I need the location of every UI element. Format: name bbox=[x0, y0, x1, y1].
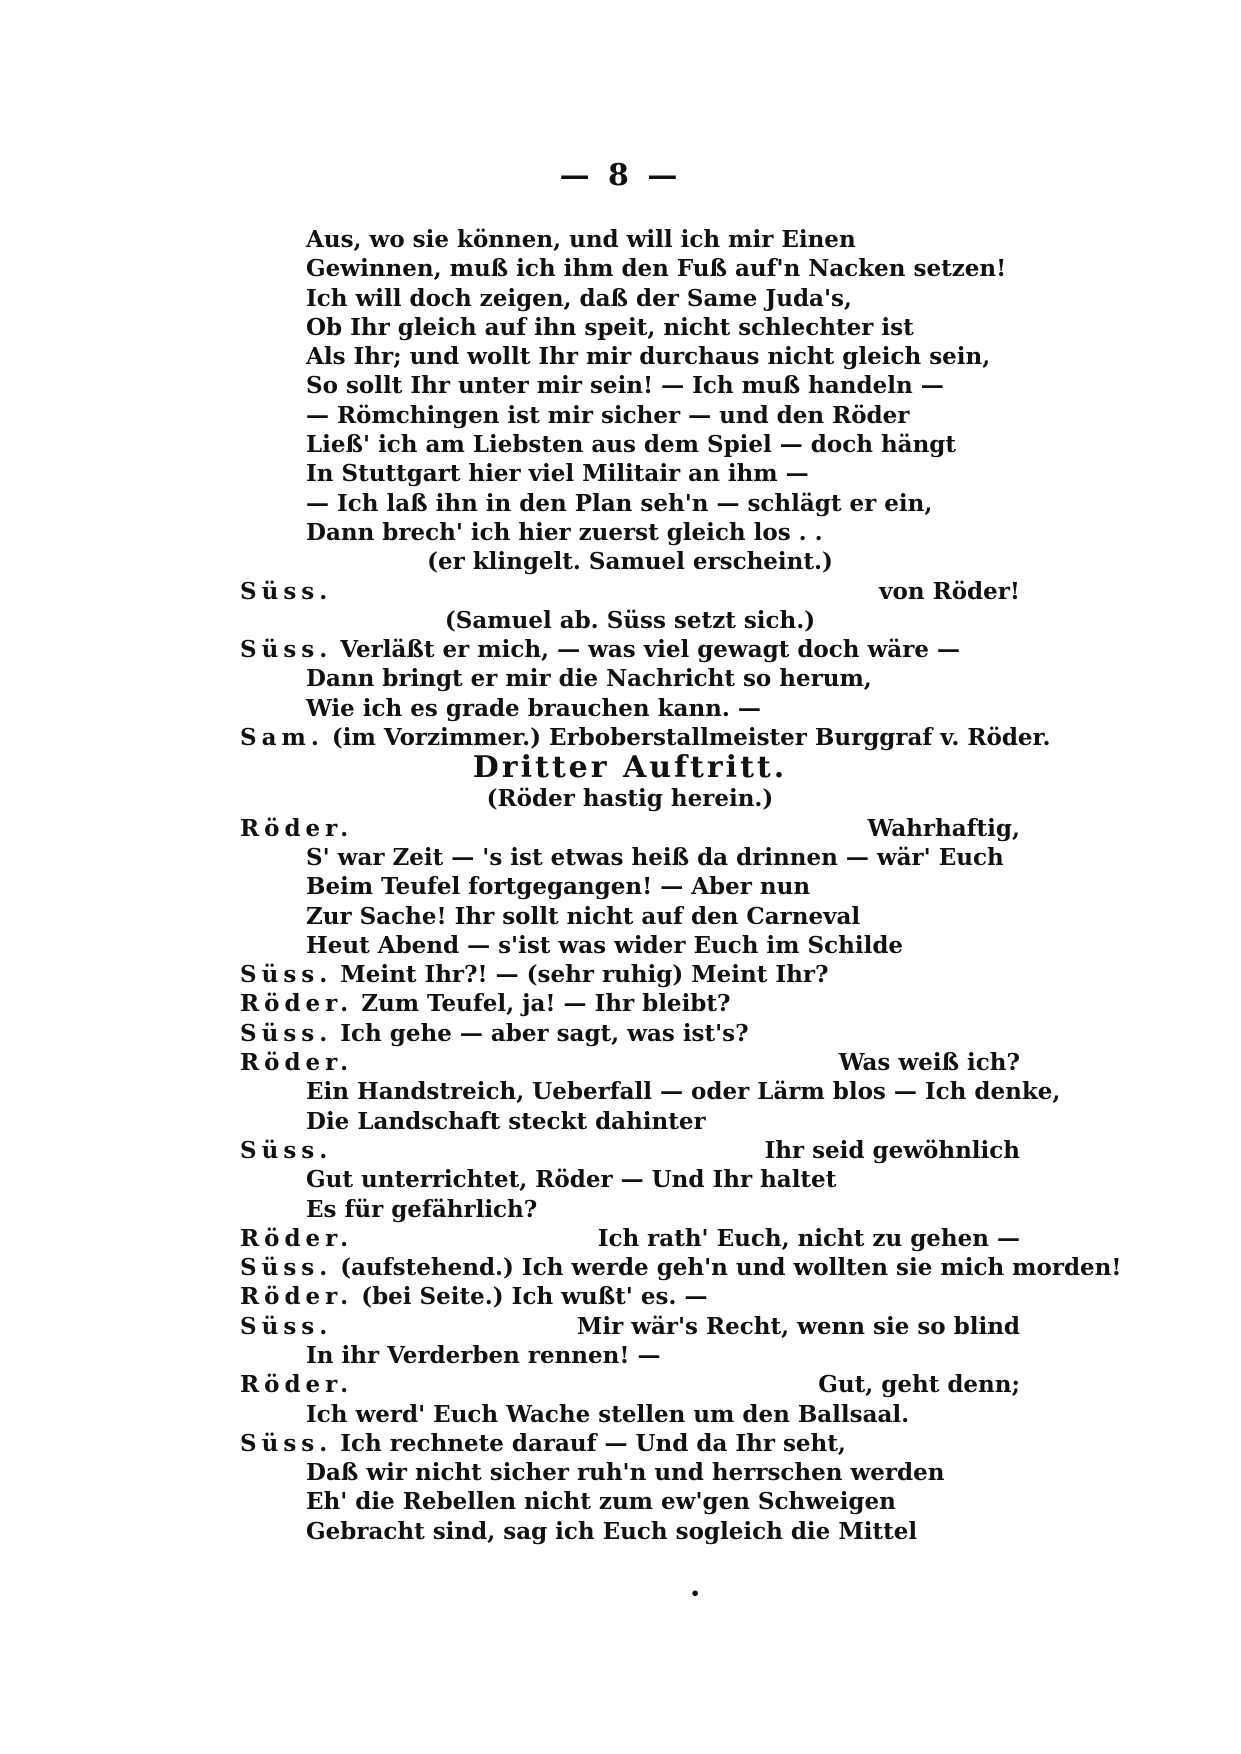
verse-line: Ich will doch zeigen, daß der Same Juda's, bbox=[306, 284, 852, 312]
verse-line: Wie ich es grade brauchen kann. — bbox=[306, 694, 761, 722]
verse-line: Als Ihr; und wollt Ihr mir durchaus nicht gleich sein, bbox=[306, 343, 991, 371]
speech-line bbox=[240, 1312, 1020, 1341]
speaker-name: Süss. bbox=[240, 1312, 333, 1340]
speech-text: Ich gehe — aber sagt, was ist's? bbox=[340, 1019, 749, 1047]
speaker-name: Süss. bbox=[240, 577, 333, 605]
speech-line bbox=[240, 723, 1051, 752]
verse-line: Heut Abend — s'ist was wider Euch im Schilde bbox=[306, 931, 904, 959]
speaker-name: Röder. bbox=[240, 1283, 354, 1311]
speaker-name: Süss. bbox=[240, 1019, 333, 1047]
speaker-name: Süss. bbox=[240, 1429, 333, 1457]
speech-line bbox=[240, 1019, 1020, 1048]
verse-line: So sollt Ihr unter mir sein! — Ich muß handeln — bbox=[306, 372, 944, 400]
speech-line bbox=[240, 1429, 1020, 1458]
speech-text: Ich rechnete darauf — Und da Ihr seht, bbox=[340, 1429, 846, 1457]
verse-line: Es für gefährlich? bbox=[306, 1195, 538, 1223]
stage-direction: (er klingelt. Samuel erscheint.) bbox=[427, 548, 833, 576]
speech-text: Zum Teufel, ja! — Ihr bleibt? bbox=[361, 990, 731, 1018]
speech-line bbox=[240, 989, 1020, 1018]
verse-line: Eh' die Rebellen nicht zum ew'gen Schweigen bbox=[306, 1488, 896, 1516]
page-number: — 8 — bbox=[559, 158, 682, 193]
speech-text: Verläßt er mich, — was viel gewagt doch wäre — bbox=[340, 636, 960, 664]
speech-line bbox=[240, 814, 1020, 843]
footer-mark: • bbox=[690, 1584, 701, 1603]
speaker-name: Süss. bbox=[240, 1254, 333, 1282]
speech-line bbox=[240, 577, 1020, 606]
verse-line: S' war Zeit — 's ist etwas heiß da drinnen — wär' Euch bbox=[306, 843, 1004, 871]
stage-direction: (Samuel ab. Süss setzt sich.) bbox=[444, 606, 816, 634]
verse-line: Die Landschaft steckt dahinter bbox=[306, 1107, 706, 1135]
speech-text-right: Gut, geht denn; bbox=[818, 1371, 1020, 1399]
verse-line: — Ich laß ihn in den Plan seh'n — schlägt er ein, bbox=[306, 489, 933, 517]
speech-text: Meint Ihr?! — (sehr ruhig) Meint Ihr? bbox=[340, 961, 829, 989]
speaker-name: Röder. bbox=[240, 814, 354, 842]
speaker-name: Röder. bbox=[240, 1049, 354, 1077]
speaker-name: Röder. bbox=[240, 1371, 354, 1399]
speaker-name: Süss. bbox=[240, 961, 333, 989]
speech-text-right: Ich rath' Euch, nicht zu gehen — bbox=[597, 1224, 1020, 1252]
speech-line bbox=[240, 1370, 1020, 1399]
verse-line: Ließ' ich am Liebsten aus dem Spiel — doch hängt bbox=[306, 431, 957, 459]
speech-line bbox=[240, 1048, 1020, 1077]
speech-line bbox=[240, 1253, 1122, 1282]
speech-text: (aufstehend.) Ich werde geh'n und wollten sie mich morden! bbox=[340, 1254, 1122, 1282]
speech-line bbox=[240, 1136, 1020, 1165]
speech-text: (im Vorzimmer.) Erboberstallmeister Burggraf v. Röder. bbox=[331, 724, 1051, 752]
verse-line: Daß wir nicht sicher ruh'n und herrschen werden bbox=[306, 1459, 945, 1487]
speaker-name: Süss. bbox=[240, 636, 333, 664]
verse-line: Ein Handstreich, Ueberfall — oder Lärm blos — Ich denke, bbox=[306, 1078, 1061, 1106]
verse-line: Dann bringt er mir die Nachricht so herum, bbox=[306, 665, 872, 693]
speech-line bbox=[240, 1282, 1020, 1311]
scene-heading: Dritter Auftritt. bbox=[472, 750, 788, 786]
verse-line: Ich werd' Euch Wache stellen um den Ballsaal. bbox=[306, 1400, 910, 1428]
speaker-name: Sam. bbox=[240, 724, 324, 752]
speaker-name: Röder. bbox=[240, 990, 354, 1018]
speaker-name: Röder. bbox=[240, 1224, 354, 1252]
speaker-name: Süss. bbox=[240, 1136, 333, 1164]
speech-text-right: von Röder! bbox=[879, 577, 1020, 605]
speech-text: (bei Seite.) Ich wußt' es. — bbox=[361, 1283, 708, 1311]
verse-line: Beim Teufel fortgegangen! — Aber nun bbox=[306, 873, 811, 901]
verse-line: Dann brech' ich hier zuerst gleich los . . bbox=[306, 518, 823, 546]
verse-line: Gebracht sind, sag ich Euch sogleich die Mittel bbox=[306, 1517, 918, 1545]
verse-line: In ihr Verderben rennen! — bbox=[306, 1341, 661, 1369]
speech-text-right: Was weiß ich? bbox=[838, 1049, 1020, 1077]
speech-line bbox=[240, 960, 1020, 989]
verse-line: Ob Ihr gleich auf ihn speit, nicht schlechter ist bbox=[306, 313, 914, 341]
speech-text-right: Ihr seid gewöhnlich bbox=[764, 1136, 1020, 1164]
speech-text-right: Wahrhaftig, bbox=[867, 814, 1020, 842]
speech-line bbox=[240, 1224, 1020, 1253]
speech-line bbox=[240, 635, 1020, 664]
verse-line: Gewinnen, muß ich ihm den Fuß auf'n Nacken setzen! bbox=[306, 255, 1007, 283]
verse-line: In Stuttgart hier viel Militair an ihm — bbox=[306, 460, 809, 488]
play-text-block bbox=[240, 225, 1122, 1546]
verse-line: Aus, wo sie können, und will ich mir Einen bbox=[306, 226, 856, 253]
stage-direction: (Röder hastig herein.) bbox=[486, 785, 774, 813]
speech-text-right: Mir wär's Recht, wenn sie so blind bbox=[576, 1312, 1020, 1340]
verse-line: Gut unterrichtet, Röder — Und Ihr haltet bbox=[306, 1166, 837, 1194]
verse-line: Zur Sache! Ihr sollt nicht auf den Carneval bbox=[306, 902, 861, 930]
verse-line: — Römchingen ist mir sicher — und den Röder bbox=[306, 401, 910, 429]
